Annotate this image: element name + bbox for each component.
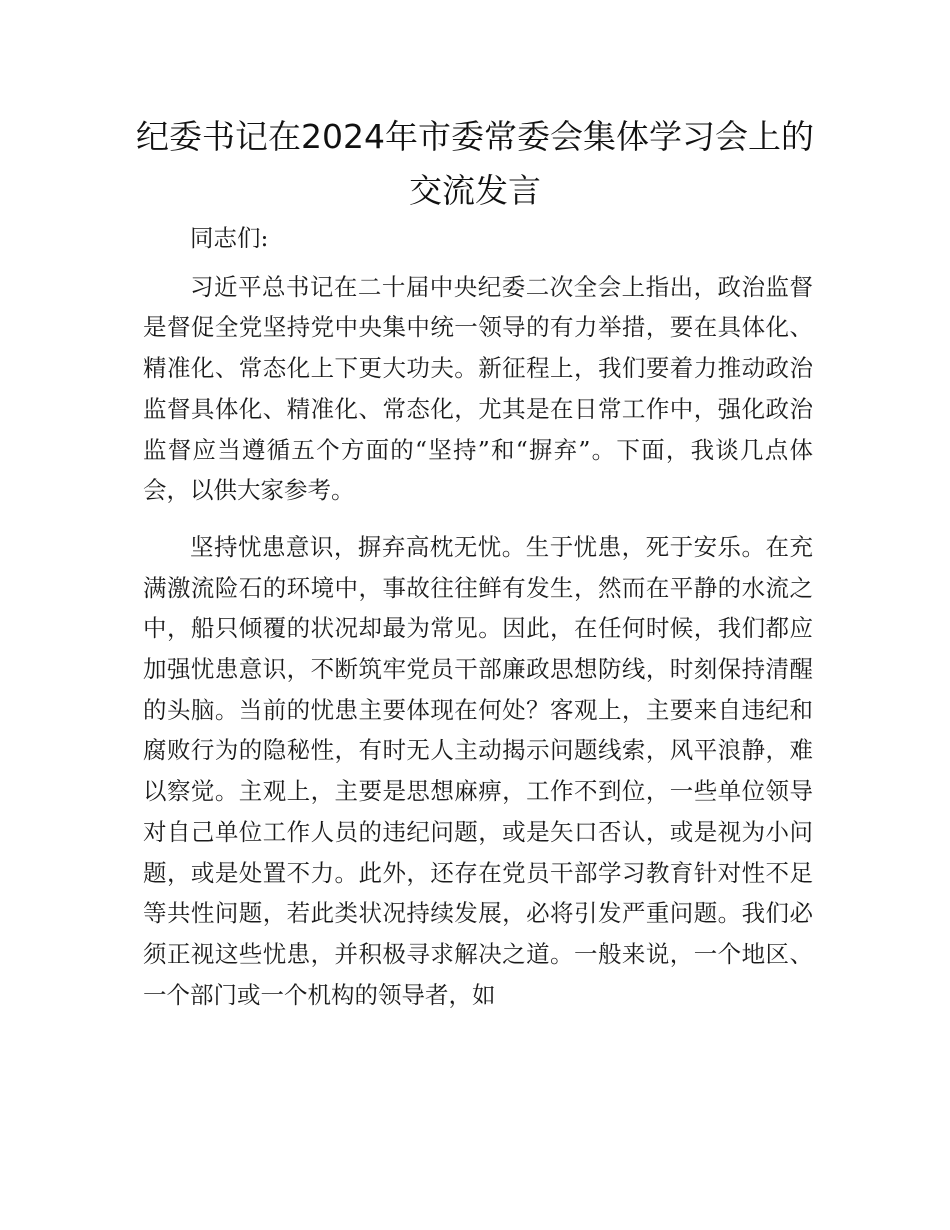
paragraph-1: 习近平总书记在二十届中央纪委二次全会上指出，政治监督是督促全党坚持党中央集中统一领导的有力举措，要在具体化、精准化、常态化上下更大功夫。新征程上，我们要着力推动政治监督具体化、精准化、常态化，尤其是在日常工作中，强化政治监督应当遵循五个方面的“坚持”和“摒弃”。下面，我谈几点体会，以供大家参考。 (143, 272, 813, 505)
title-line-2: 交流发言 (409, 171, 541, 210)
paragraph-2: 坚持忧患意识，摒弃高枕无忧。生于忧患，死于安乐。在充满激流险石的环境中，事故往往鲜有发生，然而在平静的水流之中，船只倾覆的状况却最为常见。因此，在任何时候，我们都应加强忧患意识，不断筑牢党员干部廉政思想防线，时刻保持清醒的头脑。当前的忧患主要体现在何处？客观上，主要来自违纪和腐败行为的隐秘性，有时无人主动揭示问题线索，风平浪静，难以察觉。主观上，主要是思想麻痹，工作不到位，一些单位领导对自己单位工作人员的违纪问题，或是矢口否认，或是视为小问题，或是处置不力。此外，还存在党员干部学习教育针对性不足等共性问题，若此类状况持续发展，必将引发严重问题。我们必须正视这些忧患，并积极寻求解决之道。一般来说，一个地区、一个部门或一个机构的领导者，如 (143, 532, 813, 1009)
document-title (120, 110, 830, 218)
salutation: 同志们: (190, 224, 269, 252)
document-body (143, 218, 813, 1015)
title-line-1: 纪委书记在2024年市委常委会集体学习会上的 (136, 117, 814, 156)
